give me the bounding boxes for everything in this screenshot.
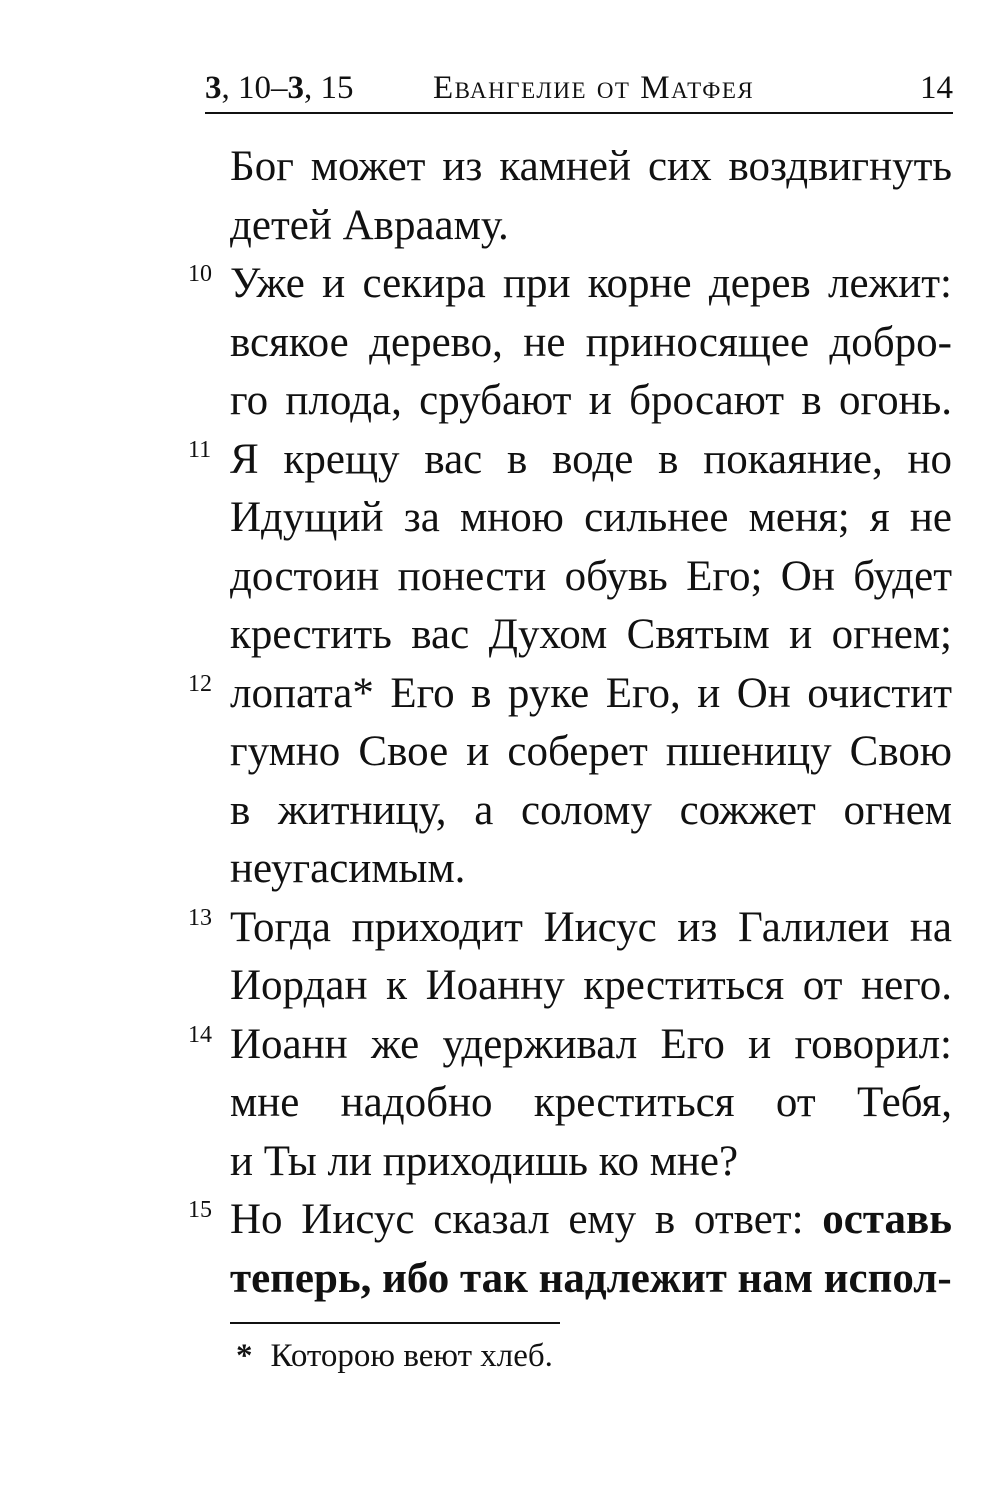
line-text: Я крещу вас в воде в покаяние, но <box>230 435 952 483</box>
text-line <box>188 665 952 724</box>
line-text: гумно Свое и соберет пшеницу Свою <box>230 728 952 775</box>
line-text: всякое дерево, не приносящее добро- <box>230 318 952 366</box>
line-text: го плода, срубают и бросают в огонь. <box>230 377 952 424</box>
ref-end-verse: , 15 <box>304 70 354 106</box>
page-number: 14 <box>920 70 953 106</box>
text-line <box>230 548 952 607</box>
ref-start-chapter: 3 <box>205 70 222 106</box>
text-line <box>230 723 952 782</box>
line-text: Но Иисус сказал ему в ответ: <box>230 1196 823 1243</box>
ref-start-verse: , 10– <box>221 70 288 106</box>
text-line <box>188 899 952 958</box>
verse-number: 12 <box>188 670 212 697</box>
header-rule <box>205 112 953 114</box>
text-line <box>230 197 952 256</box>
line-text: Уже и секира при корне дерев лежит: <box>230 260 952 307</box>
text-line <box>230 840 952 899</box>
line-text: Идущий за мною сильнее меня; я не <box>230 494 952 541</box>
line-bold-text: оставь <box>822 1196 952 1243</box>
text-line <box>188 431 952 490</box>
text-line <box>230 957 952 1016</box>
running-header <box>205 68 953 108</box>
line-text: и Ты ли приходишь ко мне? <box>230 1137 739 1185</box>
footnote <box>236 1336 553 1376</box>
text-line <box>188 1016 952 1075</box>
line-text: достоин понести обувь Его; Он будет <box>230 552 952 600</box>
verse-number: 15 <box>188 1197 212 1223</box>
line-text: Тогда приходит Иисус из Галилеи на <box>230 903 952 951</box>
verse-number: 11 <box>188 436 212 463</box>
text-line <box>230 1133 952 1192</box>
text-line <box>230 782 952 841</box>
text-line <box>230 372 952 431</box>
verse-range <box>205 68 354 108</box>
text-line <box>230 138 952 197</box>
text-line <box>230 489 952 548</box>
footnote-marker: * <box>236 1338 253 1374</box>
text-line <box>230 1074 952 1133</box>
footnote-text: Которою веют хлеб. <box>270 1338 553 1374</box>
verse-number: 14 <box>188 1021 212 1048</box>
text-line <box>230 314 952 373</box>
line-text: мне надобно креститься от Тебя, <box>230 1079 952 1126</box>
scripture-text <box>188 138 952 1308</box>
line-text: в житницу, а солому сожжет огнем <box>230 786 952 834</box>
line-text: Бог может из камней сих воздвигнуть <box>230 143 952 190</box>
line-text: лопата* Его в руке Его, и Он очистит <box>230 669 952 717</box>
line-text: неугасимым. <box>230 845 466 892</box>
verse-number: 13 <box>188 904 212 931</box>
text-line <box>188 1191 952 1250</box>
text-line <box>230 1250 952 1309</box>
ref-end-chapter: 3 <box>287 70 304 106</box>
text-line <box>188 255 952 314</box>
line-text: детей Аврааму. <box>230 201 509 249</box>
line-bold-text: теперь, ибо так надлежит нам испол- <box>230 1254 952 1302</box>
line-text: крестить вас Духом Святым и огнем; <box>230 611 952 658</box>
book-title: Евангелие от Матфея <box>433 70 755 106</box>
line-text: Иоанн же удерживал Его и говорил: <box>230 1020 952 1068</box>
verse-number: 10 <box>188 261 212 287</box>
footnote-rule <box>230 1322 560 1324</box>
text-line <box>230 606 952 665</box>
line-text: Иордан к Иоанну креститься от него. <box>230 962 952 1009</box>
